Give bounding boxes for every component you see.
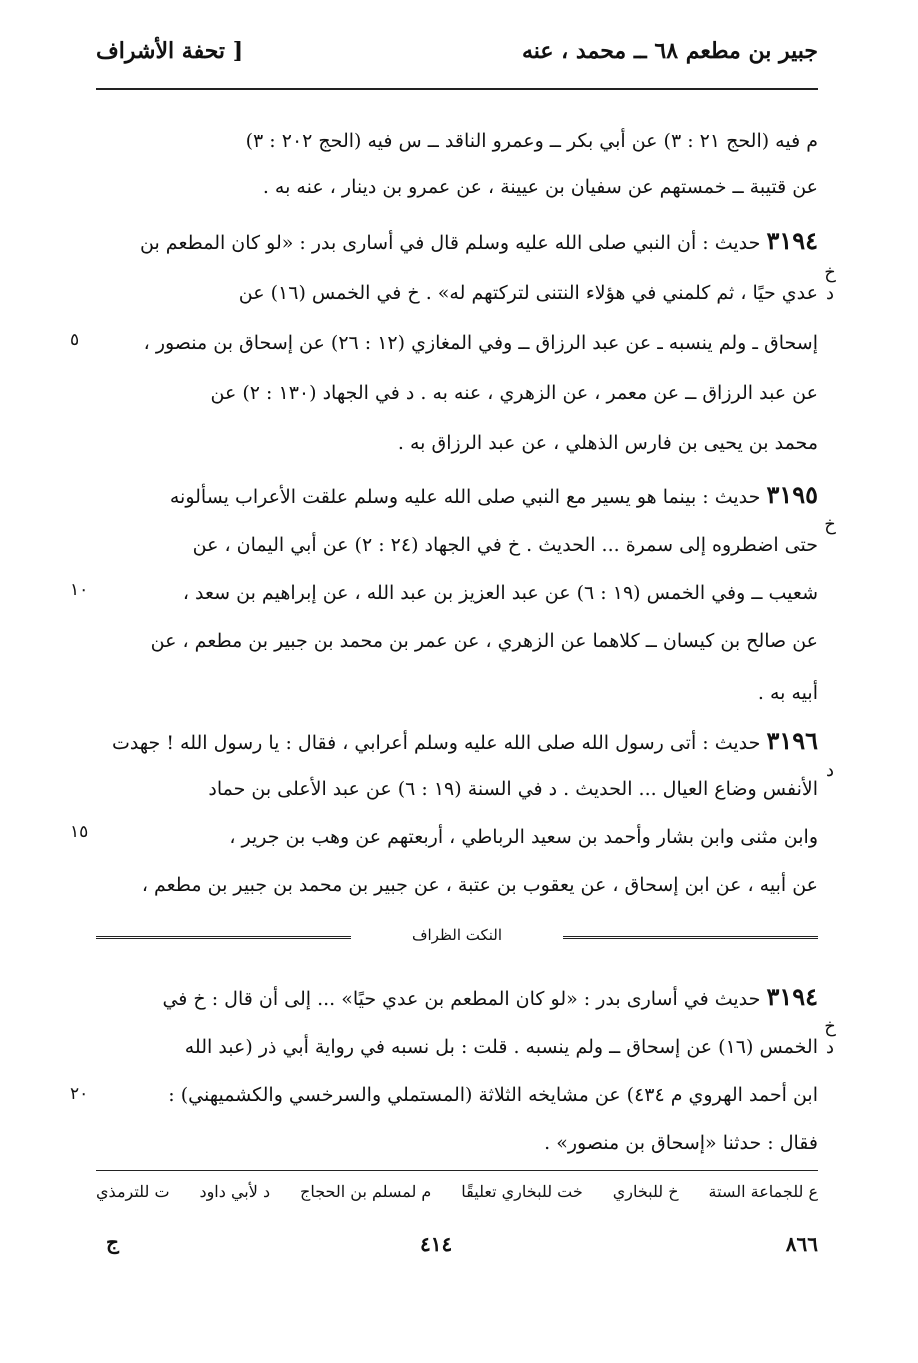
line-number: ٢٠: [70, 1084, 89, 1104]
hadith-number: ٣١٩٤: [766, 226, 818, 255]
running-header-right: جبير بن مطعم ٦٨ ــ محمد ، عنه: [521, 38, 818, 64]
page-number: ٤١٤: [420, 1232, 453, 1256]
volume-letter: ج: [106, 1230, 119, 1254]
side-siglum-3194: خ د: [824, 262, 836, 304]
side-siglum-3196: د: [825, 760, 834, 781]
line-number: ١٥: [70, 822, 89, 842]
nukat-line-4: فقال : حدثنا «إسحاق بن منصور» .: [544, 1132, 818, 1154]
hadith-text: حديث : بينما هو يسير مع النبي صلى الله عليه وسلم علقت الأعراب يسألونه: [169, 486, 761, 508]
footer-rule: [96, 1170, 818, 1171]
nukat-title: النكت الظراف: [411, 926, 503, 944]
text-line-14: الأنفس وضاع العيال ... الحديث . د في السنة (١٩ : ٦) عن عبد الأعلى بن حماد: [208, 778, 818, 800]
text-line-15: وابن مثنى وابن بشار وأحمد بن سعيد الرباطي ، أربعتهم عن وهب بن جرير ،: [229, 826, 818, 848]
text-line-6: عن عبد الرزاق ــ عن معمر ، عن الزهري ، عنه به . د في الجهاد (١٣٠ : ٢) عن: [210, 382, 818, 404]
legend-item: خ للبخاري: [612, 1182, 679, 1201]
line-number: ١٠: [70, 580, 89, 600]
text-line-10: شعيب ــ وفي الخمس (١٩ : ٦) عن عبد العزيز بن عبد الله ، عن إبراهيم بن سعد ،: [182, 582, 818, 604]
divider-rule-left: [96, 936, 351, 939]
legend-item: ت للترمذي: [96, 1182, 170, 1201]
sigla-legend: [96, 1182, 818, 1201]
hadith-3194-line-1: [96, 226, 818, 258]
side-siglum-3195: خ: [824, 514, 836, 535]
text-line-2: عن قتيبة ــ خمستهم عن سفيان بن عيينة ، عن عمرو بن دينار ، عنه به .: [262, 176, 818, 198]
nukat-line-1: [96, 982, 818, 1014]
hadith-number: ٣١٩٦: [766, 726, 818, 755]
nukat-divider: [96, 926, 818, 948]
text-line-11: عن صالح بن كيسان ــ كلاهما عن الزهري ، عن عمر بن محمد بن جبير بن مطعم ، عن: [150, 630, 818, 652]
hadith-text: حديث : أن النبي صلى الله عليه وسلم قال في أسارى بدر : «لو كان المطعم بن: [140, 232, 761, 254]
legend-item: د لأبي داود: [199, 1182, 271, 1201]
text-line-7: محمد بن يحيى بن فارس الذهلي ، عن عبد الرزاق به .: [397, 432, 818, 454]
text-line-5: إسحاق ـ ولم ينسبه ـ عن عبد الرزاق ــ وفي المغازي (١٢ : ٢٦) عن إسحاق بن منصور ،: [143, 332, 818, 354]
text-line-16: عن أبيه ، عن ابن إسحاق ، عن يعقوب بن عتبة ، عن جبير بن محمد بن جبير بن مطعم ،: [141, 874, 818, 896]
nukat-line-3: ابن أحمد الهروي م ٤٣٤) عن مشايخه الثلاثة (المستملي والسرخسي والكشميهني) :: [168, 1084, 818, 1106]
text-line-4: عدي حيًا ، ثم كلمني في هؤلاء النتنى لتركتهم له» . خ في الخمس (١٦) عن: [238, 282, 818, 304]
running-header-left: [ تحفة الأشراف: [96, 38, 244, 64]
line-number: ٥: [70, 330, 80, 350]
nukat-line-2: الخمس (١٦) عن إسحاق ــ ولم ينسبه . قلت : بل نسبه في رواية أبي ذر (عبد الله: [184, 1036, 818, 1058]
text-line-1: م فيه (الحج ٢١ : ٣) عن أبي بكر ــ وعمرو الناقد ــ س فيه (الحج ٢٠٢ : ٣): [245, 130, 818, 152]
hadith-3195-line-1: [96, 480, 818, 512]
nukat-side-siglum: خ د: [824, 1016, 836, 1058]
footer-number-right: ٨٦٦: [785, 1232, 818, 1256]
nukat-text: حديث في أسارى بدر : «لو كان المطعم بن عدي حيًا» ... إلى أن قال : خ في: [162, 988, 761, 1010]
hadith-3196-line-1: [96, 726, 818, 758]
divider-rule-right: [563, 936, 818, 939]
legend-item: خت للبخاري تعليقًا: [461, 1182, 583, 1201]
hadith-number: ٣١٩٥: [766, 480, 818, 509]
nukat-hadith-number: ٣١٩٤: [766, 982, 818, 1011]
legend-item: ع للجماعة الستة: [708, 1182, 818, 1201]
text-line-9: حتى اضطروه إلى سمرة ... الحديث . خ في الجهاد (٢٤ : ٢) عن أبي اليمان ، عن: [192, 534, 818, 556]
header-rule: [96, 88, 818, 90]
text-line-12: أبيه به .: [757, 682, 818, 704]
legend-item: م لمسلم بن الحجاج: [300, 1182, 432, 1201]
hadith-text: حديث : أتى رسول الله صلى الله عليه وسلم أعرابي ، فقال : يا رسول الله ! جهدت: [111, 732, 761, 754]
